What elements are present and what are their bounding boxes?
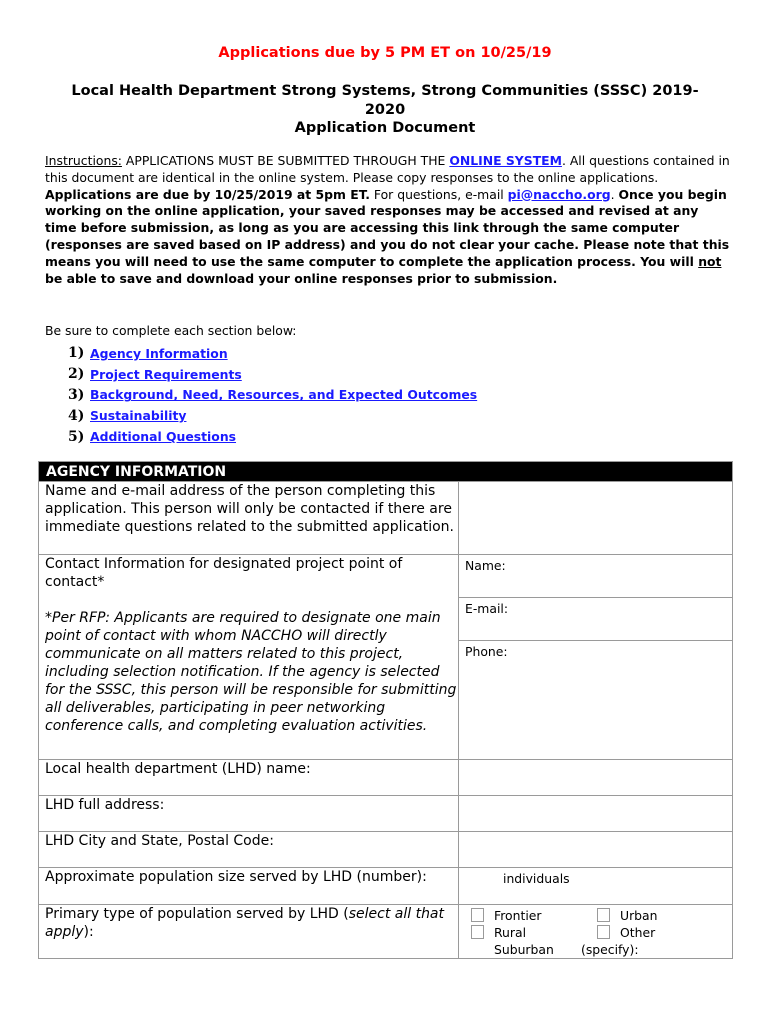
instructions-not-emphasis: not [698,253,722,269]
suburban-label: Suburban [494,942,554,957]
section-link-background[interactable]: Background, Need, Resources, and Expected Outcomes [90,387,478,403]
point-of-contact-note: *Per RFP: Applicants are required to designate one main point of contact with whom NACCHO will directly communicate on all matters related to this project, including selection notification. If the agency is selected for the SSSC, this person will be responsible for submitting all deliverables, participating in peer networking conference calls, and completing evaluation activities. [45,610,457,734]
point-of-contact-label: Contact Information for designated project point of contact* [45,556,403,590]
question-lhd-name: Local health department (LHD) name: [39,760,459,796]
instructions-saving-note: Once you begin working on the online application, your saved responses may be accessed and revised at any time before submission, as long as you are accessing this link through the same computer (responses are saved based on IP address) and you do not clear your cache. Please note that this means you will need to use the same computer to complete the application process. You will [45,186,730,269]
online-system-link[interactable]: ONLINE SYSTEM [449,153,562,168]
population-type-prefix: Primary type of population served by LHD ( [45,906,349,922]
section-link-agency-information[interactable]: Agency Information [90,345,228,361]
section-number: 2) [68,366,85,383]
contact-email-link[interactable]: pi@naccho.org [507,186,611,202]
population-unit-label: individuals [503,871,570,886]
title-line-1: Local Health Department Strong Systems, Strong Communities (SSSC) 2019- [71,83,699,99]
section-link-sustainability[interactable]: Sustainability [90,408,187,424]
rural-checkbox[interactable] [471,925,484,939]
instructions-paragraph [45,153,730,287]
contact-phone-field[interactable] [459,641,732,759]
section-list-item [68,343,477,364]
instructions-due-text: Applications are due by 10/25/2019 at 5pm ET. [45,186,370,202]
question-lhd-address: LHD full address: [39,796,459,832]
question-person-completing: Name and e-mail address of the person completing this application. This person will only be contacted if there are immediate questions related to the submitted application. [39,482,459,555]
question-population-size: Approximate population size served by LHD (number): [39,868,459,905]
agency-information-header: AGENCY INFORMATION [39,462,733,482]
answer-person-completing[interactable] [459,482,733,555]
contact-name-label: Name: [465,558,506,573]
section-list-item [68,364,477,385]
population-type-italic: select all that apply [45,906,445,940]
frontier-checkbox[interactable] [471,908,484,922]
contact-email-field[interactable] [459,598,732,641]
title-line-2: 2020 [364,101,406,118]
other-checkbox[interactable] [597,925,610,939]
question-lhd-city: LHD City and State, Postal Code: [39,832,459,868]
instructions-text-3: For questions, e-mail [369,186,508,202]
sections-intro: Be sure to complete each section below: [45,323,297,338]
urban-checkbox[interactable] [597,908,610,922]
urban-label: Urban [620,908,658,923]
population-type-suffix: ): [83,924,94,940]
agency-information-table [38,461,733,959]
frontier-label: Frontier [494,908,542,923]
section-list-item [68,405,477,426]
title-line-3: Application Document [294,120,476,136]
other-label: Other [620,925,656,940]
question-point-of-contact [39,555,459,760]
section-link-additional-questions[interactable]: Additional Questions [90,429,237,445]
rural-label: Rural [494,925,527,940]
section-list [68,343,477,447]
answer-point-of-contact [459,555,733,760]
section-number: 5) [68,428,85,445]
answer-population-size[interactable] [459,868,733,905]
answer-lhd-city[interactable] [459,832,733,868]
instructions-saving-note-end: be able to save and download your online responses prior to submission. [45,270,558,286]
instructions-label: Instructions: [45,153,122,168]
contact-email-label: E-mail: [465,601,509,616]
instructions-text-4: . [610,186,619,202]
question-population-type [39,905,459,959]
section-number: 1) [68,345,85,362]
document-title [45,82,725,138]
answer-lhd-address[interactable] [459,796,733,832]
instructions-text-1: APPLICATIONS MUST BE SUBMITTED THROUGH THE [121,153,450,168]
section-list-item [68,426,477,447]
instructions-text-2: . All questions contained in this document are identical in the online system. Please copy responses to the online applications. [45,153,730,185]
answer-population-type [459,905,733,959]
answer-lhd-name[interactable] [459,760,733,796]
section-list-item [68,385,477,406]
due-date-notice: Applications due by 5 PM ET on 10/25/19 [218,45,552,61]
other-specify-label: (specify): [581,942,639,957]
section-number: 4) [68,407,85,424]
section-number: 3) [68,386,85,403]
contact-phone-label: Phone: [465,644,508,659]
contact-name-field[interactable] [459,555,732,598]
section-link-project-requirements[interactable]: Project Requirements [90,366,242,382]
